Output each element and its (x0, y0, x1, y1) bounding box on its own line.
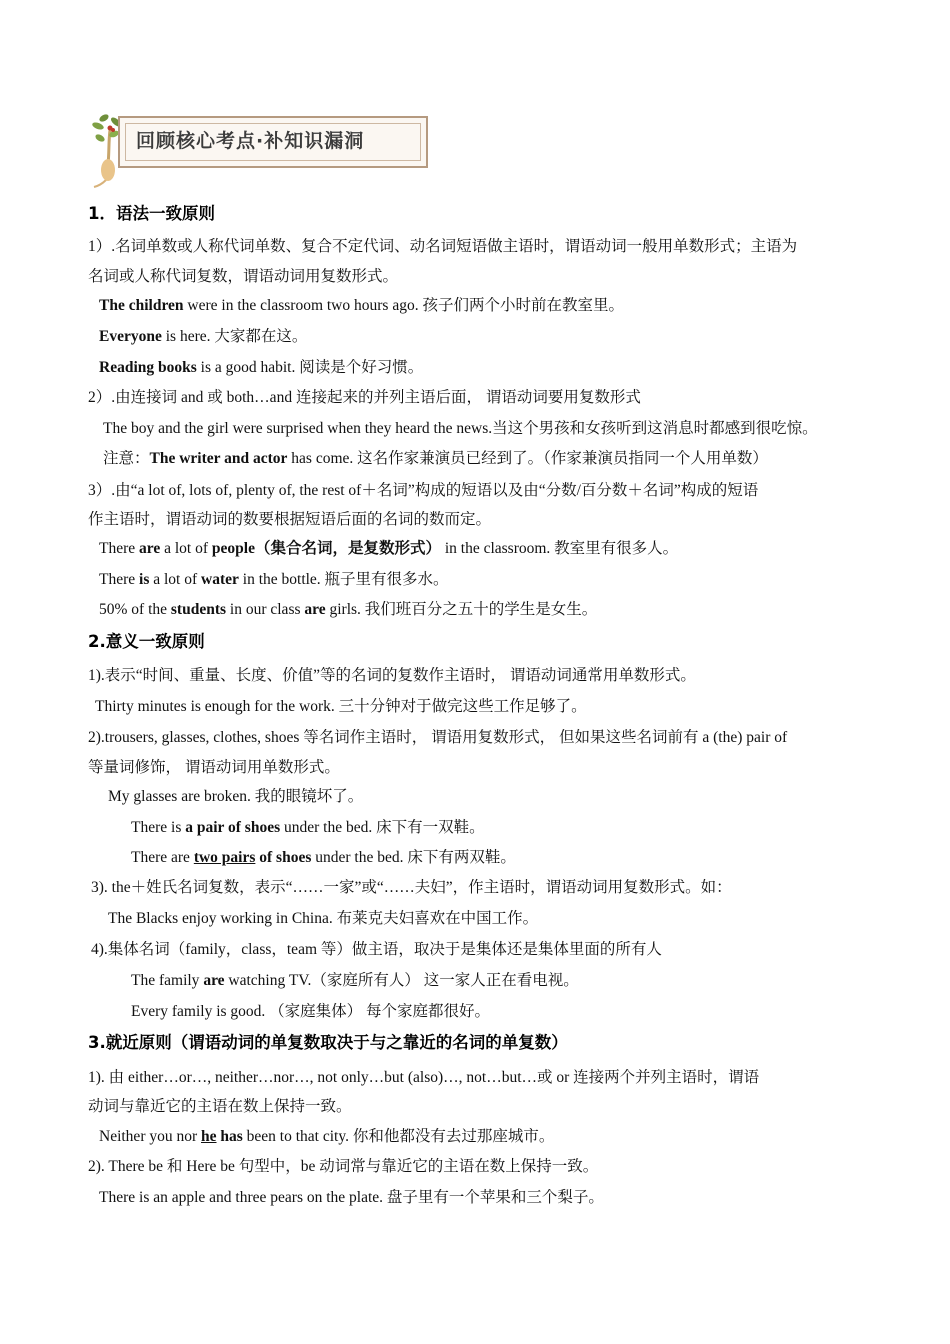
example-students: 50% of the students in our class are girls. 我们班百分之五十的学生是女生。 (99, 601, 598, 618)
example-glasses: My glasses are broken. 我的眼镜坏了。 (108, 788, 364, 805)
section-heading-grammar-agreement: 1．语法一致原则 (88, 204, 215, 223)
note-writer-actor: 注意：The writer and actor has come. 这名作家兼演员已经到了。（作家兼演员指同一个人用单数） (103, 450, 768, 467)
example-neither-nor: Neither you nor he has been to that city. 你和他都没有去过那座城市。 (99, 1128, 555, 1145)
rule-1-1-line2: 名词或人称代词复数，谓语动词用复数形式。 (88, 268, 399, 285)
example-children: The children were in the classroom two hours ago. 孩子们两个小时前在教室里。 (99, 297, 624, 314)
example-two-pairs: There are two pairs of shoes under the bed. 床下有两双鞋。 (131, 849, 516, 866)
example-people: There are a lot of people（集合名词，是复数形式） in the classroom. 教室里有很多人。 (99, 540, 679, 557)
rule-1-3-line1: 3）.由“a lot of, lots of, plenty of, the rest of＋名词”构成的短语以及由“分数/百分数＋名词”构成的短语 (88, 482, 759, 499)
rule-2-2-line2: 等量词修饰， 谓语动词用单数形式。 (88, 759, 340, 776)
section-banner (88, 110, 433, 188)
rule-2-1: 1).表示“时间、重量、长度、价值”等的名词的复数作主语时， 谓语动词通常用单数形式。 (88, 667, 696, 684)
rule-3-2: 2). There be 和 Here be 句型中，be 动词常与靠近它的主语在数上保持一致。 (88, 1158, 599, 1175)
banner-title: 回顾核心考点·补知识漏洞 (136, 130, 365, 152)
section-heading-proximity: 3.就近原则（谓语动词的单复数取决于与之靠近的名词的单复数） (88, 1033, 568, 1052)
example-blacks: The Blacks enjoy working in China. 布莱克夫妇喜欢在中国工作。 (108, 910, 539, 927)
example-thirty-minutes: Thirty minutes is enough for the work. 三十分钟对于做完这些工作足够了。 (95, 698, 587, 715)
example-apple-pears: There is an apple and three pears on the plate. 盘子里有一个苹果和三个梨子。 (99, 1189, 604, 1206)
rule-3-1-line2: 动词与靠近它的主语在数上保持一致。 (88, 1098, 352, 1115)
example-pair-of-shoes: There is a pair of shoes under the bed. 床下有一双鞋。 (131, 819, 485, 836)
section-heading-meaning-agreement: 2.意义一致原则 (88, 632, 205, 651)
rule-2-2-line1: 2).trousers, glasses, clothes, shoes 等名词作主语时， 谓语用复数形式， 但如果这些名词前有 a (the) pair of (88, 729, 788, 746)
example-water: There is a lot of water in the bottle. 瓶子里有很多水。 (99, 571, 449, 588)
example-family-are: The family are watching TV.（家庭所有人） 这一家人正在看电视。 (131, 972, 579, 989)
rule-2-3: 3). the＋姓氏名词复数，表示“……一家”或“……夫妇”，作主语时，谓语动词用复数形式。如： (91, 879, 732, 896)
example-everyone: Everyone is here. 大家都在这。 (99, 328, 308, 345)
rule-2-4: 4).集体名词（family，class，team 等）做主语，取决于是集体还是集体里面的所有人 (91, 941, 662, 958)
example-boy-and-girl: The boy and the girl were surprised when they heard the news.当这个男孩和女孩听到这消息时都感到很吃惊。 (103, 420, 818, 437)
rule-1-2: 2）.由连接词 and 或 both…and 连接起来的并列主语后面， 谓语动词要用复数形式 (88, 389, 641, 406)
rule-1-1-line1: 1）.名词单数或人称代词单数、复合不定代词、动名词短语做主语时，谓语动词一般用单数形式；主语为 (88, 238, 798, 255)
example-every-family: Every family is good. （家庭集体） 每个家庭都很好。 (131, 1003, 491, 1020)
example-reading-books: Reading books is a good habit. 阅读是个好习惯。 (99, 359, 424, 376)
rule-3-1-line1: 1). 由 either…or…, neither…nor…, not only…but (also)…, not…but…或 or 连接两个并列主语时，谓语 (88, 1069, 760, 1086)
rule-1-3-line2: 作主语时，谓语动词的数要根据短语后面的名词的数而定。 (88, 511, 492, 528)
